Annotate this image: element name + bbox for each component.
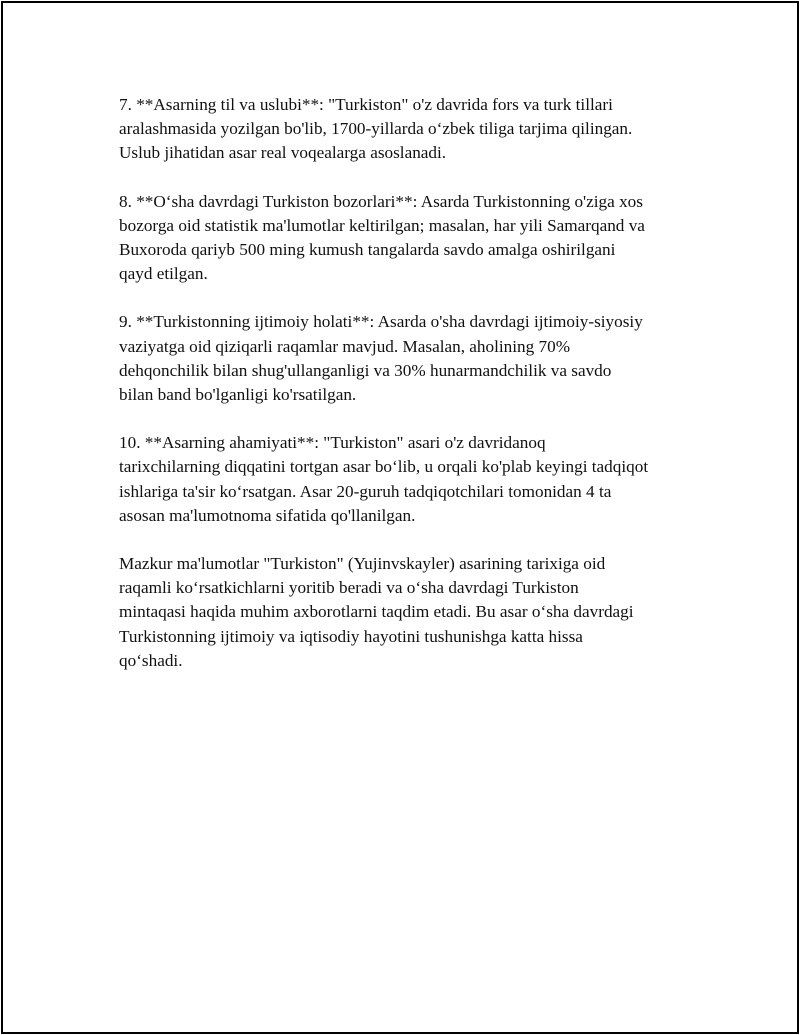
document-body: [119, 93, 699, 697]
document-page: [1, 1, 799, 1034]
paragraph-item-8: 8. **O‘sha davrdagi Turkiston bozorlari**: Asarda Turkistonning o'ziga xos bozorga oid statistik ma'lumotlar keltirilgan; masalan, har yili Samarqand va Buxoroda qariyb 500 ming kumush tangalarda savdo amalga oshirilgani qayd etilgan.: [119, 191, 645, 284]
paragraph-summary: Mazkur ma'lumotlar "Turkiston" (Yujinvskayler) asarining tarixiga oid raqamli ko‘rsatkichlarni yoritib beradi va o‘sha davrdagi Turkiston mintaqasi haqida muhim axborotlarni taqdim etadi. Bu asar o‘sha davrdagi Turkistonning ijtimoiy va iqtisodiy hayotini tushunishga katta hissa qo‘shadi.: [119, 554, 634, 670]
paragraph-item-7: 7. **Asarning til va uslubi**: "Turkiston" o'z davrida fors va turk tillari aralashmasida yozilgan bo'lib, 1700-yillarda o‘zbek tiliga tarjima qilingan. Uslub jihatidan asar real voqealarga asoslanadi.: [119, 95, 633, 163]
paragraph-item-10: 10. **Asarning ahamiyati**: "Turkiston" asari o'z davridanoq tarixchilarning diqqatini tortgan asar bo‘lib, u orqali ko'plab keyingi tadqiqot ishlariga ta'sir ko‘rsatgan. Asar 20-guruh tadqiqotchilari tomonidan 4 ta asosan ma'lumotnoma sifatida qo'llanilgan.: [119, 433, 649, 525]
paragraph-item-9: 9. **Turkistonning ijtimoiy holati**: Asarda o'sha davrdagi ijtimoiy-siyosiy vaziyatga oid qiziqarli raqamlar mavjud. Masalan, aholining 70% dehqonchilik bilan shug'ullanganligi va 30% hunarmandchilik va savdo bilan band bo'lganligi ko'rsatilgan.: [119, 312, 643, 405]
